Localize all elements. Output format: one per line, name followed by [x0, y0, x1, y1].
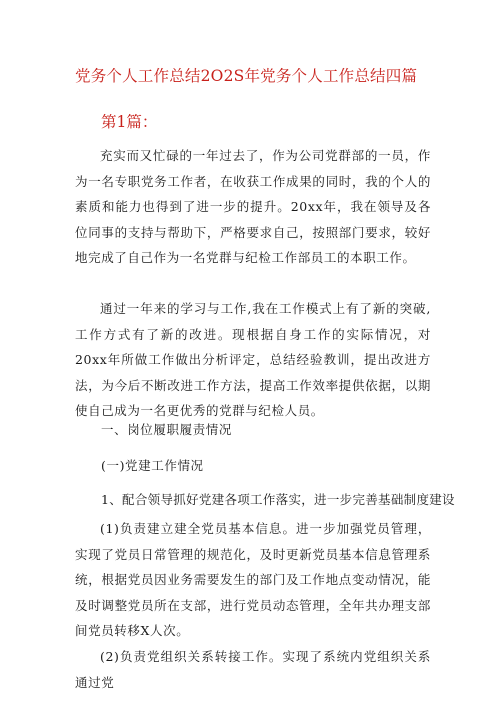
paragraph-2: 通过一年来的学习与工作,我在工作模式上有了新的突破,工作方式有了新的改进。现根据自身工作的实际情况，对20xx年所做工作做出分析评定，总结经验教训，提出改进方法，为今后不断改进工作方法，提高工作效率提供依据，以期使自己成为一名更优秀的党群与纪检人员。: [75, 301, 431, 418]
outline-heading-2: (一)党建工作情况: [101, 458, 204, 473]
paragraph-4: (2)负责党组织关系转接工作。实现了系统内党组织关系通过党: [75, 649, 431, 690]
paragraph-1: 充实而又忙碌的一年过去了，作为公司党群部的一员，作为一名专职党务工作者，在收获工作成果的同时，我的个人的素质和能力也得到了进一步的提升。20xx年，我在领导及各位同事的支持与帮助下，严格要求自己，按照部门要求，较好地完成了自己作为一名党群与纪检工作部员工的本职工作。: [75, 148, 431, 265]
outline-heading-3: 1、配合领导抓好党建各项工作落实，进一步完善基础制度建设: [101, 492, 455, 507]
paragraph-3: (1)负责建立建全党员基本信息。进一步加强党员管理，实现了党员日常管理的规范化，及时更新党员基本信息管理系统，根据党员因业务需要发生的部门及工作地点变动情况，能及时调整党员所在支部，进行党员动态管理，全年共办理支部间党员转移X人次。: [75, 521, 431, 638]
outline-heading-1: 一、岗位履职履责情况: [101, 422, 233, 437]
document-title: 党务个人工作总结2O2S年党务个人工作总结四篇: [75, 67, 418, 85]
section-heading: 第1篇：: [101, 113, 158, 131]
